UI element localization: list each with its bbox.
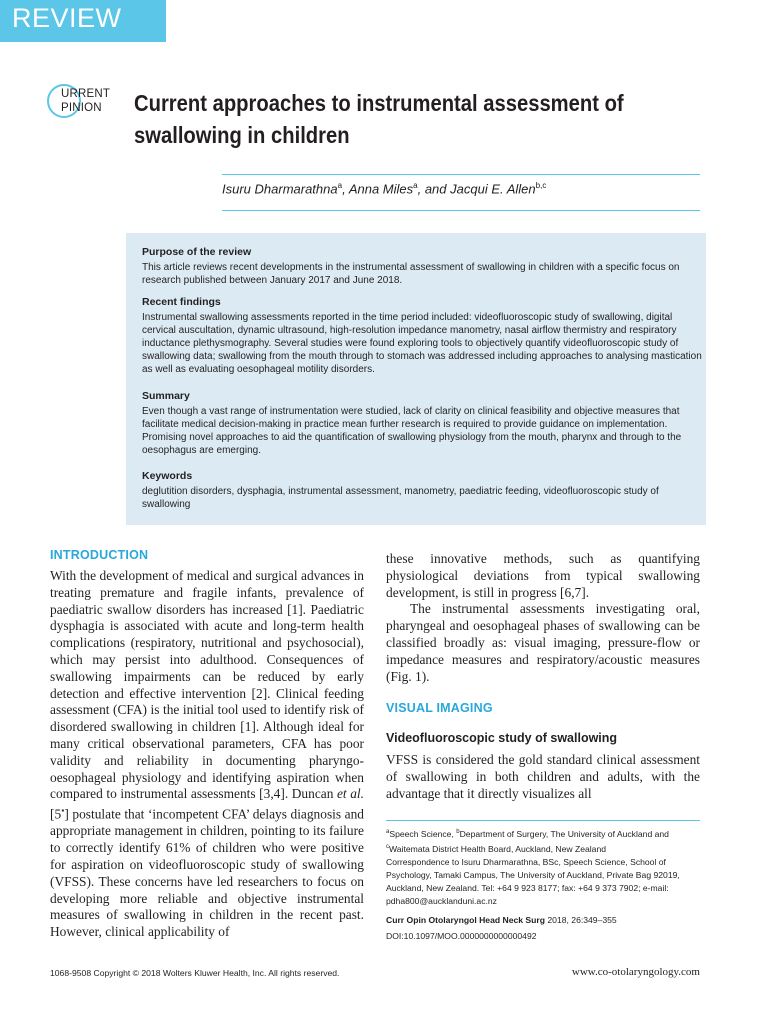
author-3-affil: b,c [535,181,547,190]
journal-citation [386,914,704,927]
author-list: Isuru Dharmarathna$^a$, Anna Miles$^a$, and Jacqui E. Allen$^{b,c}$ [222,181,547,197]
footnote-divider [386,820,700,821]
author-1: Isuru Dharmarathna [222,181,338,197]
summary-heading: Summary [142,390,190,402]
article-title-line-2: swallowing in children [134,122,350,148]
copyright-footer: 1068-9508 Copyright © 2018 Wolters Kluwer Health, Inc. All rights reserved. [50,968,340,978]
findings-heading: Recent findings [142,296,221,308]
citation-mark-icon: ▪ [61,806,65,816]
journal-volume: 2018, 26:349–355 [545,915,617,925]
introduction-body [50,568,364,941]
summary-text: Even though a vast range of instrumentation were studied, lack of clarity on clinical feasibility and objective measures that facilitate medical decision-making in practice mean further research is required to provide guidance on implementation. Promising novel approaches to aid the quantification of swallowing physiology from the mouth, pharynx and through to the oesophagus are emerging. [142,406,682,456]
purpose-text: This article reviews recent developments in the instrumental assessment of swallowing in children with a specific focus on research published between January 2017 and June 2018. [142,262,680,286]
current-opinion-logo [47,82,123,122]
vfss-para: VFSS is considered the gold standard clinical assessment of swallowing in both children and adults, with the advantage that it directly visualizes all [386,752,700,801]
section-tab [0,0,166,42]
affil-c-mark: c [386,843,389,850]
journal-url[interactable]: www.co-otolaryngology.com [571,966,700,978]
logo-line-1: URRENT [61,88,111,100]
purpose-heading: Purpose of the review [142,246,252,258]
intro-text-part-1: With the development of medical and surgical advances in treating premature and fragile infants, prevalence of paediatric swallow disorders has increased [1]. Paediatric dysphagia is associated with acute and long-term health complications (respiratory, nutritional and psychosocial), which may persist into adulthood. Consequences of swallowing impairments can be reduced by early detection and effective intervention [2]. Clinical feeding assessment (CFA) is the initial tool used to identify risk of disordered swallowing in children [1]. Although ideal for many critical observational parameters, CFA has poor validity and reliability in documenting pharyngo-oesophageal physiology and identifying aspiration when compared to instrumental assessments [3,4]. Duncan [50,568,364,802]
intro-text-part-2: ] postulate that ‘incompetent CFA’ delays diagnosis and appropriate management in children, pointing to its failure to correctly identify 61% of children who were positive for aspiration on videofluoroscopic study of swallowing (VFSS). These concerns have led researchers to focus on developing more reliable and objective instrumental measures of swallowing in children in the recent past. However, clinical applicability of [50,806,364,940]
author-1-affil: a [337,181,343,190]
affil-c-text: Waitemata District Health Board, Auckland, New Zealand [389,843,607,854]
article-title [134,87,736,151]
author-3: Jacqui E. Allen [450,181,536,197]
vfss-body [386,752,700,802]
abstract-box [126,233,706,525]
affil-b-mark: b [456,829,460,835]
affil-b-text: Department of Surgery, The University of Auckland and [459,828,669,839]
findings-text: Instrumental swallowing assessments reported in the time period included: videofluoroscopic study of swallowing, digital cervical auscultation, dynamic ultrasound, high-resolution impedance manometry, nasal airflow thermistry and respiratory inductance plethysmography. Several studies were found exploring tools to objectively quantify videofluoroscopic study of swallowing data; swallowing from the mouth through to stomach was addressed including approaches to analysing mastication as well as evaluating oesophageal motility disorders. [142,312,702,375]
keywords-text: deglutition disorders, dysphagia, instrumental assessment, manometry, paediatric feeding, videofluoroscopic study of swallowing [142,486,659,510]
vfss-heading: Videofluoroscopic study of swallowing [386,731,618,745]
intro-citation: [5 [50,806,62,822]
right-column-body [386,551,700,685]
logo-line-2: PINION [61,102,102,114]
correspondence: Correspondence to Isuru Dharmarathna, BSc, Speech Science, School of Psychology, Tamaki Campus, The University of Auckland, Private Bag 92019, Auckland, New Zealand. Tel: +64 9 923 8177; fax: +64 9 373 7902; e-mail: pdha800@aucklanduni.ac.nz [386,857,680,906]
affil-a-text: Speech Science, [389,828,457,839]
right-para-1: these innovative methods, such as quantifying physiological deviations from typical swallowing development, is still in progress [6,7]. [386,551,700,600]
affil-a-mark: a [386,829,390,835]
introduction-heading: INTRODUCTION [50,548,149,562]
keywords-heading: Keywords [142,470,193,482]
authors-divider [222,210,700,211]
article-title-line-1: Current approaches to instrumental assessment of [134,90,624,116]
intro-et-al: et al. [336,786,364,802]
journal-name: Curr Opin Otolaryngol Head Neck Surg [386,915,546,925]
affiliations [386,826,704,856]
author-2-affil: a [413,181,418,190]
author-conjunction: , and [417,181,451,197]
visual-imaging-heading: VISUAL IMAGING [386,701,493,715]
section-tab-label: REVIEW [12,3,122,33]
doi: DOI:10.1097/MOO.0000000000000492 [386,931,537,941]
author-2: Anna Miles [348,181,414,197]
right-para-2: The instrumental assessments investigating oral, pharyngeal and oesophageal phases of swallowing can be classified broadly as: visual imaging, pressure-flow or impedance measures and respiratory/acoustic measures (Fig. 1). [386,601,700,684]
title-divider [222,174,700,175]
